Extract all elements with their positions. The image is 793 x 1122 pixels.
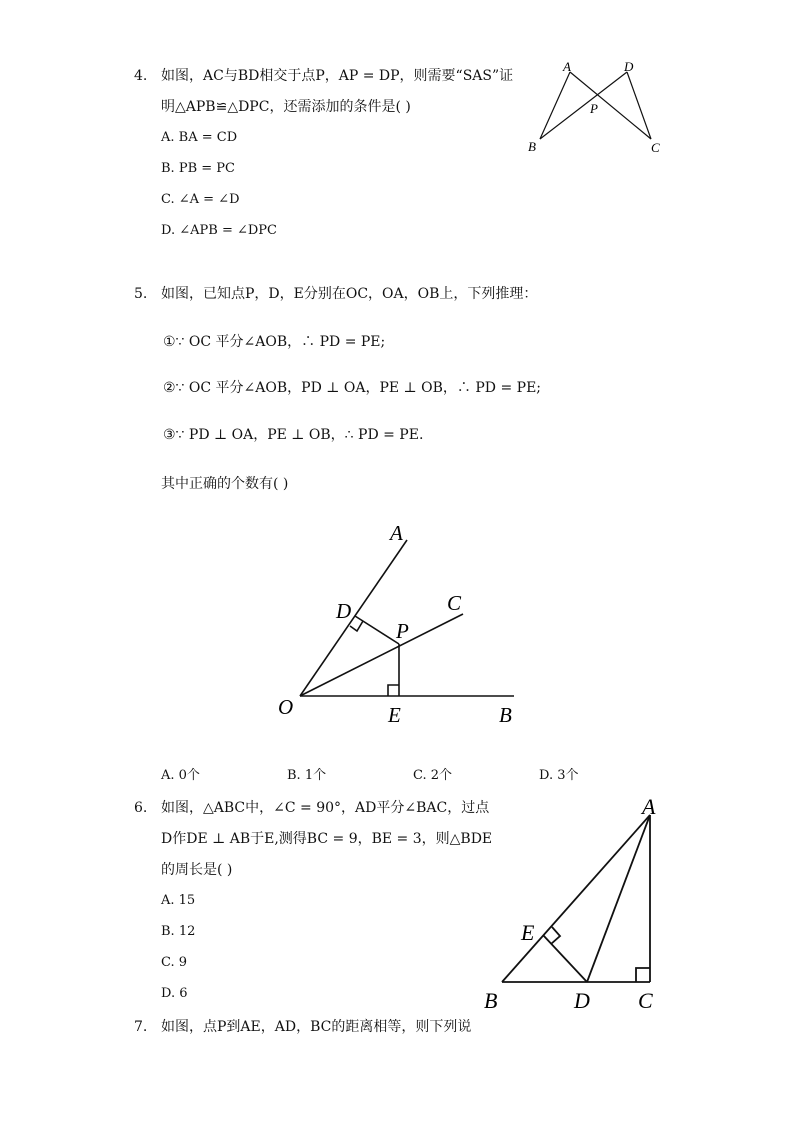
q4-label-a: A	[563, 59, 571, 74]
q5-question: 其中正确的个数有( )	[161, 476, 289, 492]
q6-option-c: C. 9	[161, 955, 188, 970]
q6-stem-line2: D作DE ⊥ AB于E,测得BC = 9，BE = 3，则△BDE	[161, 831, 493, 847]
q4-figure	[520, 55, 670, 160]
q4-number: 4.	[134, 68, 148, 84]
q5-option-b: B. 1个	[287, 768, 327, 783]
q5-stem-line1: 如图，已知点P，D，E分别在OC，OA，OB上，下列推理：	[161, 286, 538, 302]
q6-option-b: B. 12	[161, 924, 196, 939]
q5-option-c: C. 2个	[413, 768, 453, 783]
q5-label-d: D	[336, 599, 352, 623]
q5-option-d: D. 3个	[539, 768, 579, 783]
q6-number: 6.	[134, 800, 148, 816]
q5-label-p: P	[396, 619, 409, 643]
q4-stem-line2: 明△APB≌△DPC，还需添加的条件是( )	[161, 99, 411, 115]
q6-label-d: D	[574, 988, 590, 1013]
q5-label-e: E	[388, 703, 401, 727]
q4-option-d: D. ∠APB = ∠DPC	[161, 223, 277, 238]
q4-label-b: B	[528, 139, 536, 154]
q5-label-c: C	[447, 591, 462, 615]
q5-figure	[270, 510, 530, 730]
q5-label-a: A	[390, 521, 403, 545]
q6-label-b: B	[484, 988, 498, 1013]
q4-stem-line1: 如图，AC与BD相交于点P，AP = DP，则需要“SAS”证	[161, 68, 514, 84]
q5-option-a: A. 0个	[161, 768, 200, 783]
q6-stem-line3: 的周长是( )	[161, 862, 233, 878]
q5-number: 5.	[134, 286, 148, 302]
q7-number: 7.	[134, 1019, 148, 1035]
q4-label-d: D	[624, 59, 634, 74]
q4-option-c: C. ∠A = ∠D	[161, 192, 240, 207]
q5-label-b: B	[499, 703, 512, 727]
q5-figure-lines	[300, 540, 514, 696]
q7-stem-line1: 如图，点P到AE，AD，BC的距离相等，则下列说	[161, 1019, 472, 1035]
q6-stem-line1: 如图，△ABC中，∠C = 90°，AD平分∠BAC，过点	[161, 800, 490, 816]
q6-label-c: C	[638, 988, 653, 1013]
q5-label-o: O	[278, 695, 294, 719]
q5-reason-3: ③∵ PD ⊥ OA，PE ⊥ OB，∴ PD = PE.	[163, 427, 424, 443]
q5-reason-1: ①∵ OC 平分∠AOB，∴ PD = PE;	[163, 334, 386, 350]
q6-label-e: E	[521, 920, 535, 945]
q4-option-a: A. BA = CD	[161, 130, 238, 145]
q6-figure	[480, 790, 670, 1022]
q4-label-c: C	[651, 140, 660, 155]
q6-label-a: A	[642, 794, 656, 819]
q5-reason-2: ②∵ OC 平分∠AOB，PD ⊥ OA，PE ⊥ OB，∴ PD = PE;	[163, 380, 542, 396]
q6-option-a: A. 15	[161, 893, 196, 908]
q4-option-b: B. PB = PC	[161, 161, 235, 176]
q6-option-d: D. 6	[161, 986, 188, 1001]
q6-figure-lines	[502, 815, 650, 982]
q4-label-p: P	[590, 101, 598, 116]
